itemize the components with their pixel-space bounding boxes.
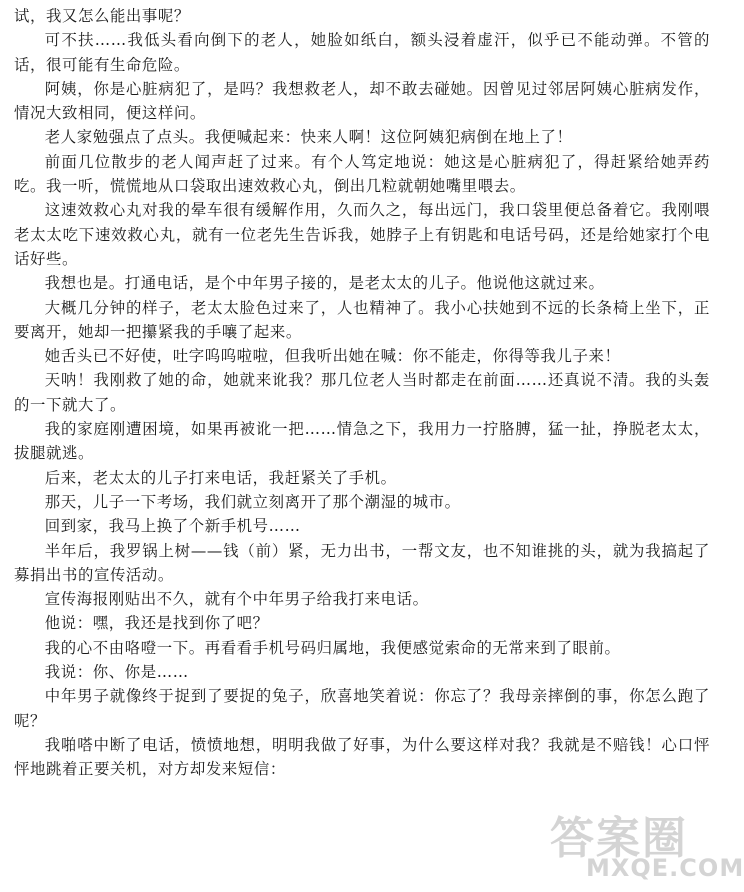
paragraph: 后来，老太太的儿子打来电话，我赶紧关了手机。	[44, 468, 397, 487]
paragraph: 这速效救心丸对我的晕车很有缓解作用，久而久之，每出远门，我口袋里便总备着它。我刚喂老太太吃下速效救心丸，就有一位老先生告诉我，她脖子上有钥匙和电话号码，还是给她家打个电话好些。	[14, 201, 710, 268]
watermark-top-text: 答案圈	[550, 813, 688, 864]
paragraph: 那天，儿子一下考场，我们就立刻离开了那个潮湿的城市。	[44, 492, 461, 511]
paragraph: 半年后，我罗锅上树——钱（前）紧，无力出书，一帮文友，也不知谁挑的头，就为我搞起了募捐出书的宣传活动。	[14, 541, 710, 584]
paragraph: 前面几位散步的老人闻声赶了过来。有个人笃定地说：她这是心脏病犯了，得赶紧给她弄药吃。我一听，慌慌地从口袋取出速效救心丸，倒出几粒就朝她嘴里喂去。	[14, 152, 710, 196]
paragraph: 试，我又怎么能出事呢？	[14, 7, 190, 25]
paragraph: 我想也是。打通电话，是个中年男子接的，是老太太的儿子。他说他这就过来。	[44, 274, 605, 293]
paragraph: 中年男子就像终于捉到了要捉的兔子，欣喜地笑着说：你忘了？我母亲摔倒的事，你怎么跑了呢？	[14, 687, 710, 730]
watermark-bottom-text: MXQE.COM	[586, 854, 744, 882]
paragraph: 我的家庭刚遭困境，如果再被讹一把……情急之下，我用力一拧胳膊，猛一扯，挣脱老太太，拔腿就逃。	[14, 420, 710, 463]
paragraph: 他说：嘿，我还是找到你了吧？	[44, 614, 269, 633]
paragraph: 我啪嗒中断了电话，愤愤地想，明明我做了好事，为什么要这样对我？我就是不赔钱！心口怦怦地跳着正要关机，对方却发来短信：	[14, 735, 710, 779]
paragraph: 她舌头已不好使，吐字呜呜啦啦，但我听出她在喊：你不能走，你得等我儿子来！	[44, 347, 621, 366]
paragraph: 回到家，我马上换了个新手机号……	[44, 517, 301, 536]
paragraph: 宣传海报刚贴出不久，就有个中年男子给我打来电话。	[44, 590, 429, 609]
paragraph: 天呐！我刚救了她的命，她就来讹我？那几位老人当时都走在前面……还真说不清。我的头轰的一下就大了。	[14, 371, 710, 414]
paragraph: 阿姨，你是心脏病犯了，是吗？我想救老人，却不敢去碰她。因曾见过邻居阿姨心脏病发作，情况大致相同，便这样问。	[14, 79, 710, 123]
paragraph: 老人家勉强点了点头。我便喊起来：快来人啊！这位阿姨犯病倒在地上了！	[44, 128, 573, 147]
paragraph: 大概几分钟的样子，老太太脸色过来了，人也精神了。我小心扶她到不远的长条椅上坐下，正要离开，她却一把攥紧我的手嚷了起来。	[14, 298, 710, 341]
paragraph: 我的心不由咯噔一下。再看看手机号码归属地，我便感觉索命的无常来到了眼前。	[44, 638, 621, 657]
paragraph: 我说：你、你是……	[44, 663, 189, 682]
paragraph: 可不扶……我低头看向倒下的老人，她脸如纸白，额头浸着虚汗，似乎已不能动弹。不管的话，很可能有生命危险。	[14, 31, 710, 74]
